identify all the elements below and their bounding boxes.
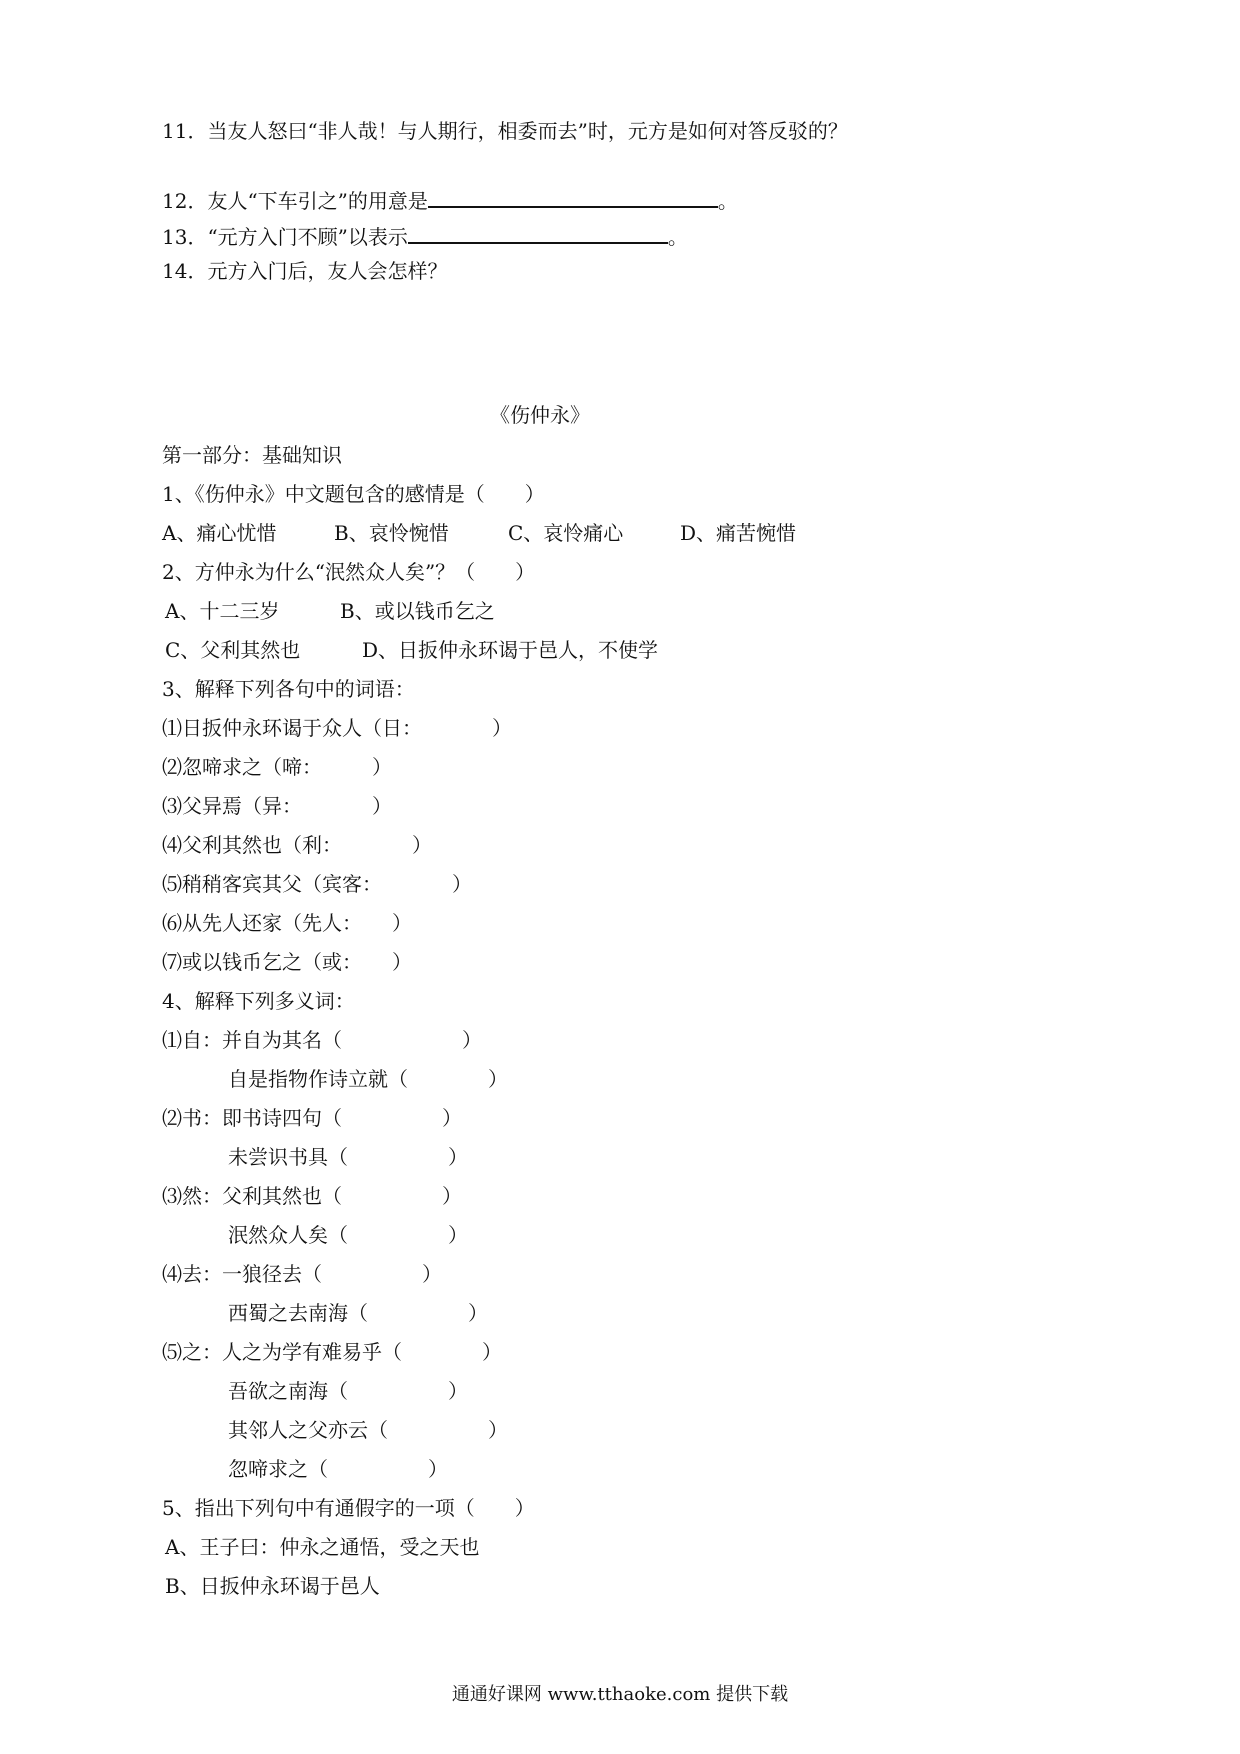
- q5-option-a: A、王子曰：仲永之通悟，受之天也: [165, 1535, 480, 1559]
- question-13: [162, 222, 688, 250]
- part-heading: 第一部分：基础知识: [162, 443, 342, 467]
- question-12-text: 12．友人“下车引之”的用意是: [162, 189, 428, 213]
- q4-item: 西蜀之去南海（ ）: [228, 1301, 488, 1325]
- q3-item: ⑶父异焉（异： ）: [162, 794, 392, 818]
- q4-item: 忽啼求之（ ）: [228, 1457, 448, 1481]
- question-3: 3、解释下列各句中的词语：: [162, 677, 415, 701]
- q3-item: ⑴日扳仲永环谒于众人（日： ）: [162, 716, 512, 740]
- q1-option-a: A、痛心忧惜: [162, 521, 277, 545]
- q3-item: ⑵忽啼求之（啼： ）: [162, 755, 392, 779]
- q2-option-d: D、日扳仲永环谒于邑人，不使学: [362, 638, 659, 662]
- answer-blank-12[interactable]: [428, 186, 718, 208]
- section-title: 《伤仲永》: [490, 403, 590, 427]
- q4-item: 自是指物作诗立就（ ）: [228, 1067, 508, 1091]
- question-1: 1、《伤仲永》中文题包含的感情是（ ）: [162, 482, 545, 506]
- question-11: 11．当友人怒曰“非人哉！与人期行，相委而去”时，元方是如何对答反驳的？: [162, 119, 848, 143]
- q4-item: ⑴自：并自为其名（ ）: [162, 1028, 482, 1052]
- q4-item: 未尝识书具（ ）: [228, 1145, 468, 1169]
- question-13-end: 。: [667, 225, 688, 249]
- question-14: 14．元方入门后，友人会怎样？: [162, 259, 448, 283]
- q4-item: ⑸之：人之为学有难易乎（ ）: [162, 1340, 502, 1364]
- q3-item: ⑹从先人还家（先人： ）: [162, 911, 412, 935]
- q3-item: ⑸稍稍客宾其父（宾客： ）: [162, 872, 472, 896]
- q2-option-a: A、十二三岁: [165, 599, 280, 623]
- question-5: 5、指出下列句中有通假字的一项（ ）: [162, 1496, 535, 1520]
- q4-item: ⑵书：即书诗四句（ ）: [162, 1106, 462, 1130]
- q4-item: 泯然众人矣（ ）: [228, 1223, 468, 1247]
- question-13-text: 13．“元方入门不顾”以表示: [162, 225, 408, 249]
- q3-item: ⑷父利其然也（利： ）: [162, 833, 432, 857]
- answer-blank-13[interactable]: [408, 222, 668, 244]
- q2-option-b: B、或以钱币乞之: [340, 599, 495, 623]
- q3-item: ⑺或以钱币乞之（或： ）: [162, 950, 412, 974]
- page-footer: 通通好课网 www.tthaoke.com 提供下载: [451, 1684, 789, 1705]
- q2-option-c: C、父利其然也: [165, 638, 301, 662]
- question-2: 2、方仲永为什么“泯然众人矣”？（ ）: [162, 560, 536, 584]
- q4-item: 其邻人之父亦云（ ）: [228, 1418, 508, 1442]
- q1-option-b: B、哀怜惋惜: [334, 521, 449, 545]
- q1-option-c: C、哀怜痛心: [508, 521, 624, 545]
- q4-item: 吾欲之南海（ ）: [228, 1379, 468, 1403]
- q4-item: ⑷去：一狼径去（ ）: [162, 1262, 442, 1286]
- q5-option-b: B、日扳仲永环谒于邑人: [165, 1574, 380, 1598]
- q1-option-d: D、痛苦惋惜: [680, 521, 797, 545]
- q4-item: ⑶然：父利其然也（ ）: [162, 1184, 462, 1208]
- question-12: [162, 186, 738, 214]
- question-4: 4、解释下列多义词：: [162, 989, 355, 1013]
- question-12-end: 。: [717, 189, 738, 213]
